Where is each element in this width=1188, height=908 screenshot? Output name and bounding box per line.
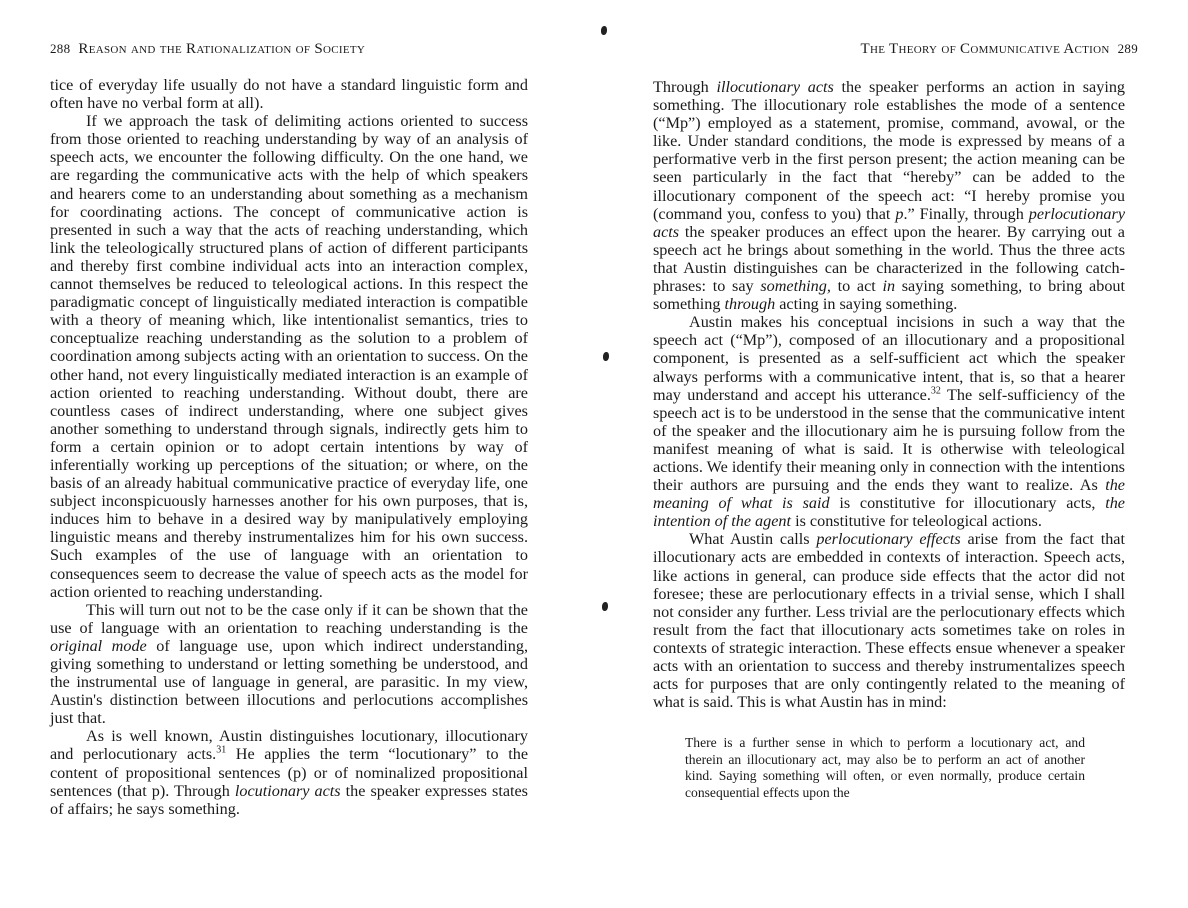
right-running-head <box>861 41 1138 58</box>
italic-text: illocutionary acts <box>716 78 834 96</box>
right-page-number: 289 <box>1117 41 1138 56</box>
italic-text: p <box>895 204 904 223</box>
italic-text: the meaning of what is said <box>653 476 1125 513</box>
block-quote: There is a further sense in which to perform a locutionary act, and therein an illocutionary act, may also be to perform an act of another kind. Saying something will often, or even normally, produce certain consequential effects upon the <box>685 735 1085 800</box>
left-page <box>0 0 590 908</box>
italic-text: through <box>724 295 776 314</box>
paragraph: Austin makes his conceptual incisions in such a way that the speech act (“Mp”), composed of an illocutionary and a propositional component, is presented as a self-sufficient act which the speaker always performs with a communicative intent, that is, so that a hearer may understand and accept his utterance.$^{32}$ The self-sufficiency of the speech act is to be understood in the sense that the communicative intent of the speaker and the illocutionary aim he is pursuing follow from the manifest meaning of what is said. It is otherwise with teleological actions. We identify their meaning only in connection with the intentions their authors are pursuing and the ends they want to realize. As the meaning of what is said is constitutive for illocutionary acts, the intention of the agent is constitutive for teleological actions. <box>653 313 1126 531</box>
paragraph: tice of everyday life usually do not have a standard linguistic form and often have no verbal form at all). <box>50 76 528 113</box>
footnote-marker[interactable]: 31 <box>216 745 227 757</box>
left-running-head <box>50 41 365 58</box>
footnote-marker[interactable]: 32 <box>930 385 941 397</box>
paragraph: This will turn out not to be the case only if it can be shown that the use of language with an orientation to reaching understanding is the original mode of language use, upon which indirect understanding, giving something to understand or letting something be understood, and the instrumental use of language in general, are parasitic. In my view, Austin's distinction between illocutions and perlocutions accomplishes just that. <box>50 600 529 728</box>
italic-text: in <box>882 277 896 296</box>
italic-text: locutionary acts <box>234 781 341 800</box>
left-running-title: Reason and the Rationalization of Society <box>78 41 366 57</box>
right-body-text <box>653 78 1125 801</box>
italic-text: perlocutionary effects <box>816 530 961 549</box>
italic-text: the intention of the agent <box>653 494 1125 531</box>
right-page <box>598 0 1188 908</box>
italic-text: perlocutionary acts <box>653 204 1126 241</box>
left-page-number: 288 <box>50 41 71 56</box>
paragraph: Through illocutionary acts the speaker performs an action in saying something. The illocutionary role establishes the mode of a sentence (“Mp”) employed as a statement, promise, command, avowal, or the like. Under standard conditions, the mode is expressed by means of a performative verb in the first person present; the action meaning can be seen particularly in the fact that “hereby” can be added to the illocutionary component of the speech act: “I hereby promise you (command you, confess to you) that p.” Finally, through perlocutionary acts the speaker produces an effect upon the hearer. By carrying out a speech act he brings about something in the world. Thus the three acts that Austin distinguishes can be characterized in the following catch-phrases: to say something, to act in saying something, to bring about something through acting in saying something. <box>653 78 1126 314</box>
right-paragraphs <box>653 78 1125 711</box>
paragraph: What Austin calls perlocutionary effects arise from the fact that illocutionary acts are embedded in contexts of interaction. Speech acts, like actions in general, can produce side effects that the actor did not foresee; these are perlocutionary effects in a trivial sense, which I shall not consider any further. Less trivial are the perlocutionary effects which result from the fact that illocutionary acts sometimes take on roles in contexts of strategic interaction. These effects ensue whenever a speaker acts with an orientation to success and thereby instrumentalizes speech acts for purposes that are only contingently related to the meaning of what is said. This is what Austin has in mind: <box>653 530 1125 712</box>
paragraph: As is well known, Austin distinguishes locutionary, illocutionary and perlocutionary acts.$^{31}$ He applies the term “locutionary” to the content of propositional sentences (p) or of nominalized propositional sentences (that p). Through locutionary acts the speaker expresses states of affairs; he says something. <box>50 727 529 818</box>
italic-text: original mode <box>50 636 147 655</box>
italic-text: something, <box>760 277 831 296</box>
right-running-title: The Theory of Communicative Action <box>860 41 1110 57</box>
paragraph: If we approach the task of delimiting actions oriented to success from those oriented to reaching understanding by way of an analysis of speech acts, we encounter the following difficulty. On the one hand, we are regarding the communicative acts with the help of which speakers and hearers come to an understanding about something as a mechanism for coordinating actions. The concept of communicative action is presented in such a way that the acts of reaching understanding, which link the teleologically structured plans of action of different participants and thereby first combine individual acts into an interaction complex, cannot themselves be reduced to teleological actions. In this respect the paradigmatic concept of linguistically mediated interaction is compatible with a theory of meaning which, like intentionalist semantics, tries to conceptualize reaching understanding as the solution to a problem of coordination among subjects acting with an orientation to success. On the other hand, not every linguistically mediated interaction is an example of action oriented to reaching understanding. Without doubt, there are countless cases of indirect understanding, where one subject gives another something to understand through signals, indirectly gets him to form a certain opinion or to adopt certain intentions by way of inferentially working up perceptions of the situation; or where, on the basis of an already habitual communicative practice of everyday life, one subject inconspicuously harnesses another for his own purposes, that is, induces him to behave in a desired way by manipulatively employing linguistic means and thereby instrumentalizes him for his own success. Such examples of the use of language with an orientation to consequences seem to decrease the value of speech acts as the model for action oriented to reaching understanding. <box>50 112 528 601</box>
left-body-text <box>50 76 528 818</box>
